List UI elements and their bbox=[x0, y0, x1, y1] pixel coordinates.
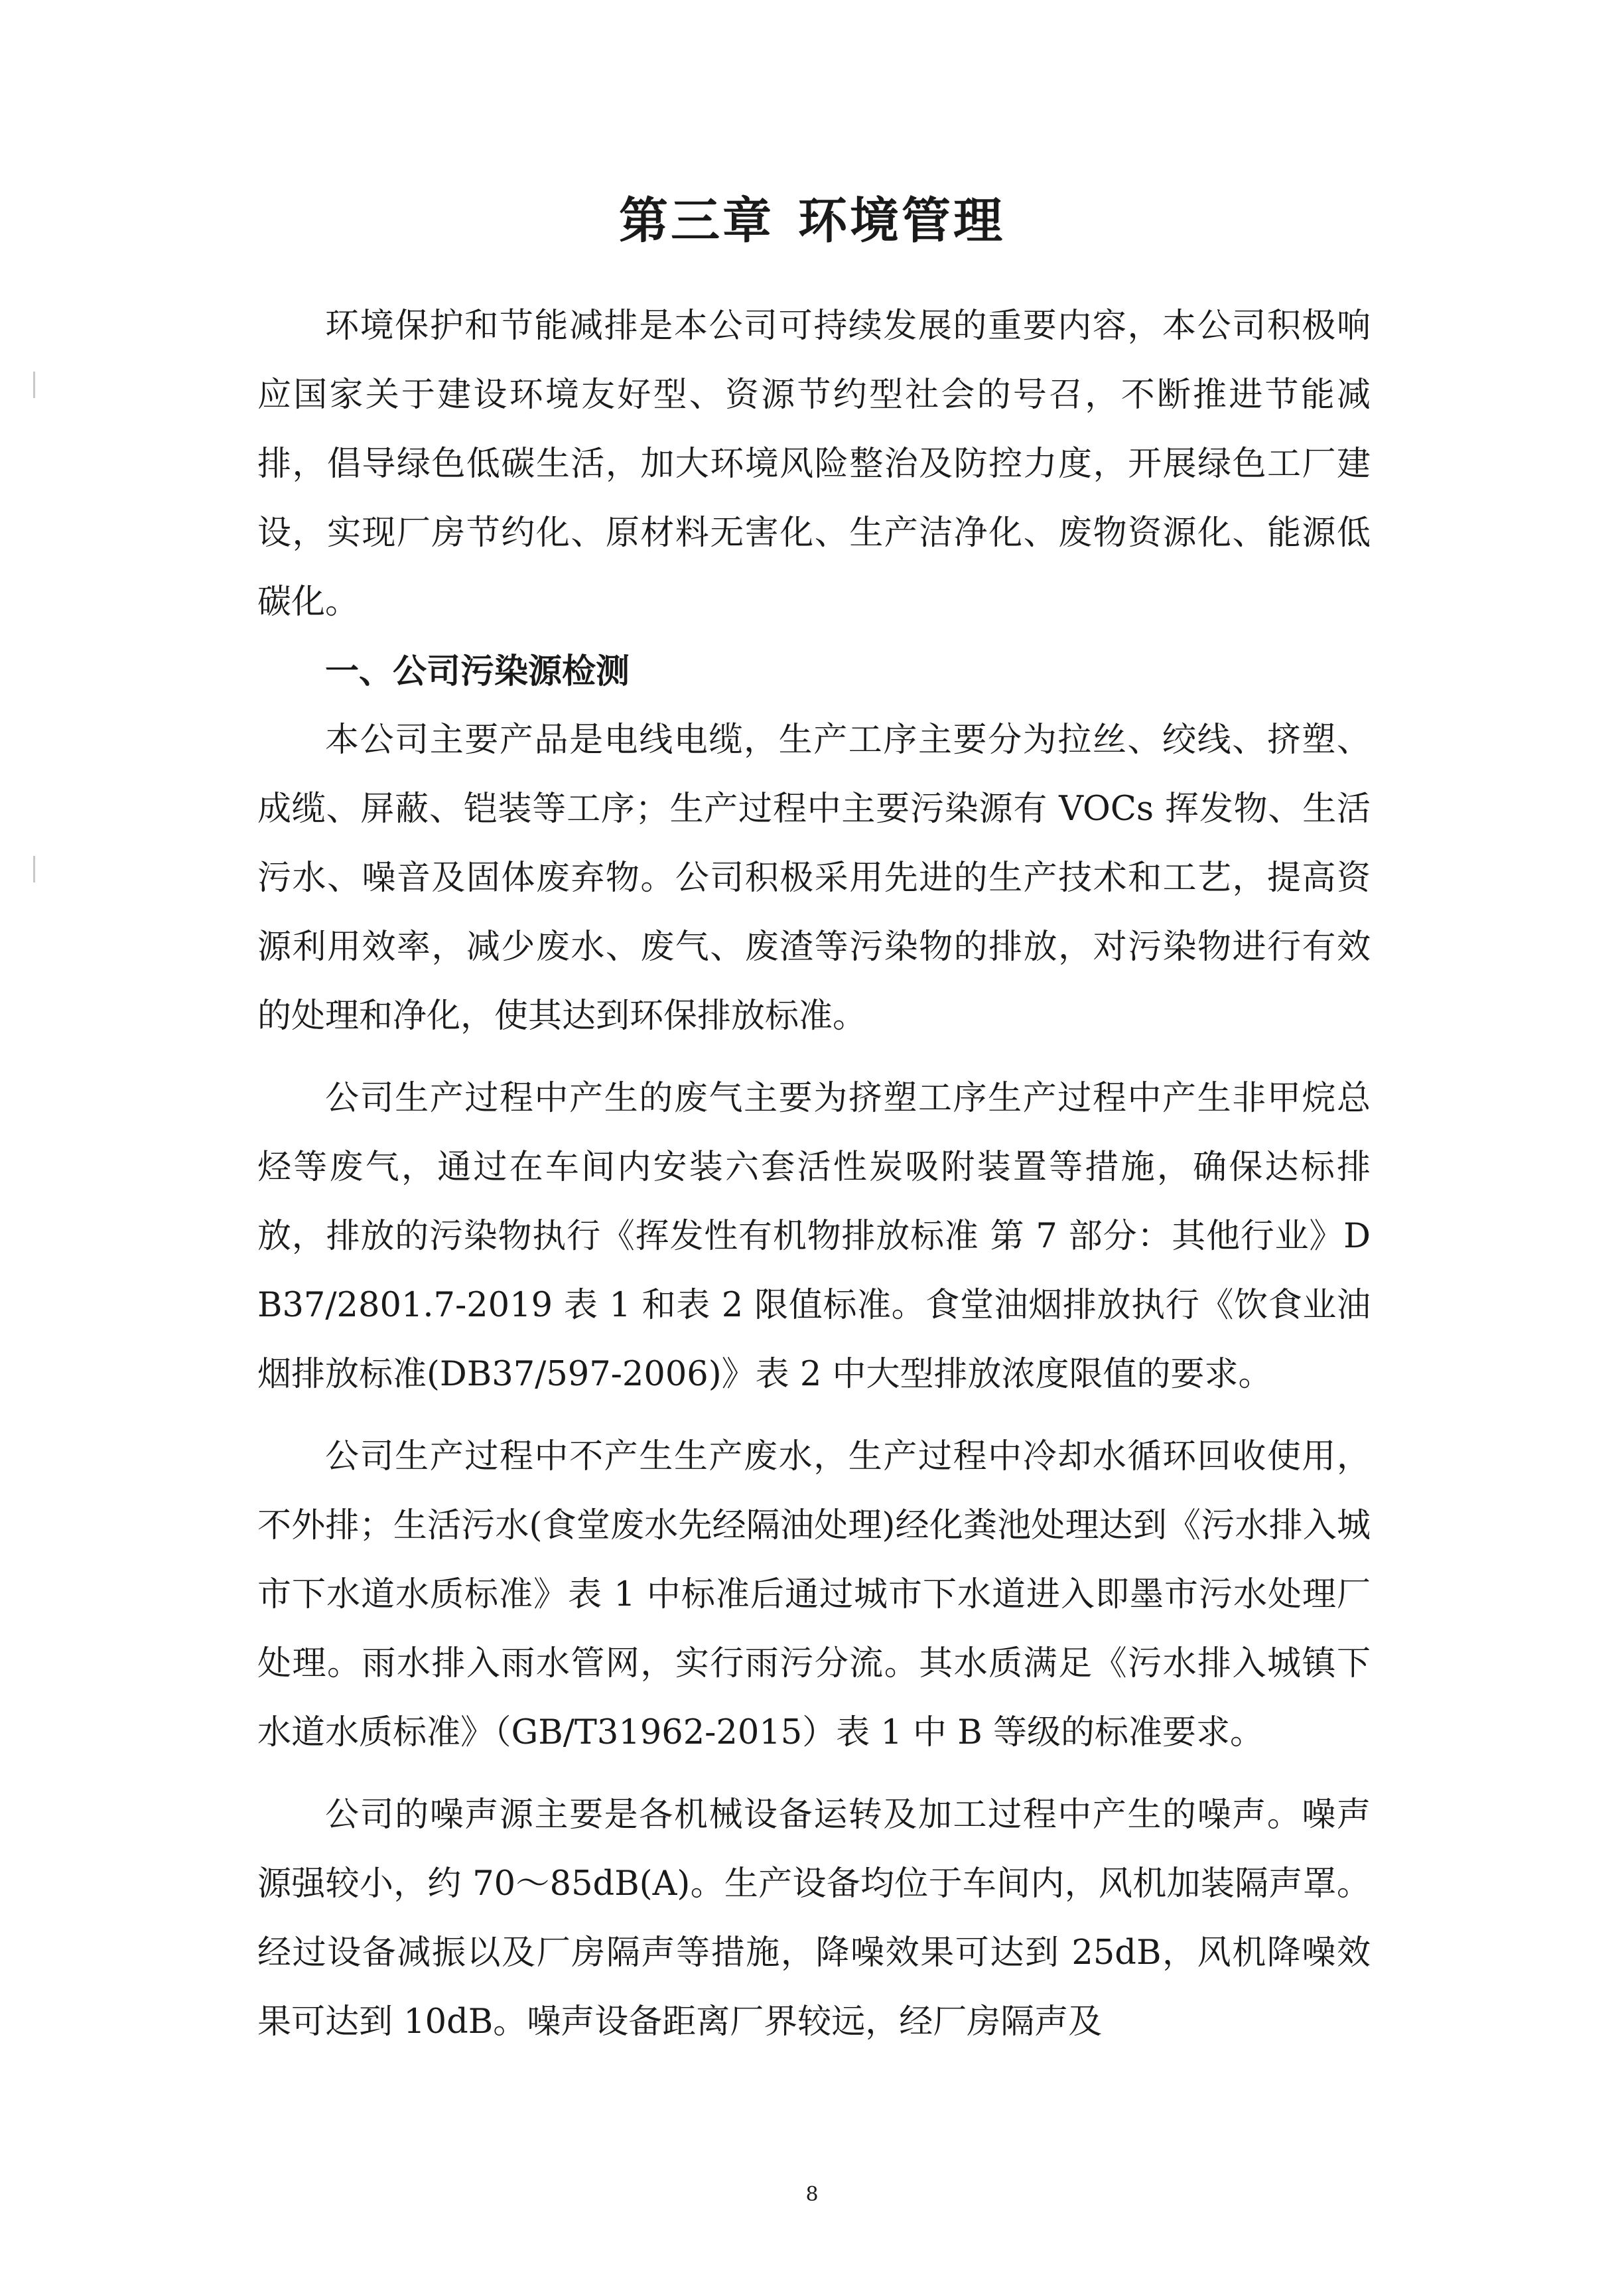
chapter-number: 第三章 bbox=[619, 192, 774, 249]
paragraph-waste-gas: 公司生产过程中产生的废气主要为挤塑工序生产过程中产生非甲烷总烃等废气，通过在车间内安装六套活性炭吸附装置等措施，确保达标排放，排放的污染物执行《挥发性有机物排放标准 第 7 部分：其他行业》DB37/2801.7-2019 表 1 和表 2 限值标准。食堂油烟排放执行《饮食业油烟排放标准(DB37/597-2006)》表 2 中大型排放浓度限值的要求。 bbox=[257, 1079, 1371, 1394]
scan-edge-mark-top bbox=[33, 372, 35, 398]
paragraph-waste-water: 公司生产过程中不产生生产废水，生产过程中冷却水循环回收使用，不外排；生活污水(食堂废水先经隔油处理)经化粪池处理达到《污水排入城市下水道水质标准》表 1 中标准后通过城市下水道进入即墨市污水处理厂处理。雨水排入雨水管网，实行雨污分流。其水质满足《污水排入城镇下水道水质标准》（GB/T31962-2015）表 1 中 B 等级的标准要求。 bbox=[257, 1437, 1371, 1752]
paragraph-noise: 公司的噪声源主要是各机械设备运转及加工过程中产生的噪声。噪声源强较小，约 70～85dB(A)。生产设备均位于车间内，风机加装隔声罩。经过设备减振以及厂房隔声等措施，降噪效果可达到 25dB，风机降噪效果可达到 10dB。噪声设备距离厂界较远，经厂房隔声及 bbox=[257, 1795, 1371, 2042]
document-body bbox=[257, 292, 1371, 2057]
chapter-title bbox=[0, 184, 1624, 257]
scan-edge-mark-bottom bbox=[33, 856, 35, 882]
chapter-name: 环境管理 bbox=[798, 192, 1005, 249]
paragraph-products-pollution: 本公司主要产品是电线电缆，生产工序主要分为拉丝、绞线、挤塑、成缆、屏蔽、铠装等工序；生产过程中主要污染源有 VOCs 挥发物、生活污水、噪音及固体废弃物。公司积极采用先进的生产技术和工艺，提高资源利用效率，减少废水、废气、废渣等污染物的排放，对污染物进行有效的处理和净化，使其达到环保排放标准。 bbox=[257, 721, 1371, 1036]
page-number: 8 bbox=[805, 2183, 819, 2206]
section-heading-pollution-sources: 一、公司污染源检测 bbox=[325, 652, 630, 691]
paragraph-intro: 环境保护和节能减排是本公司可持续发展的重要内容，本公司积极响应国家关于建设环境友好型、资源节约型社会的号召，不断推进节能减排，倡导绿色低碳生活，加大环境风险整治及防控力度，开展绿色工厂建设，实现厂房节约化、原材料无害化、生产洁净化、废物资源化、能源低碳化。 bbox=[257, 307, 1371, 622]
